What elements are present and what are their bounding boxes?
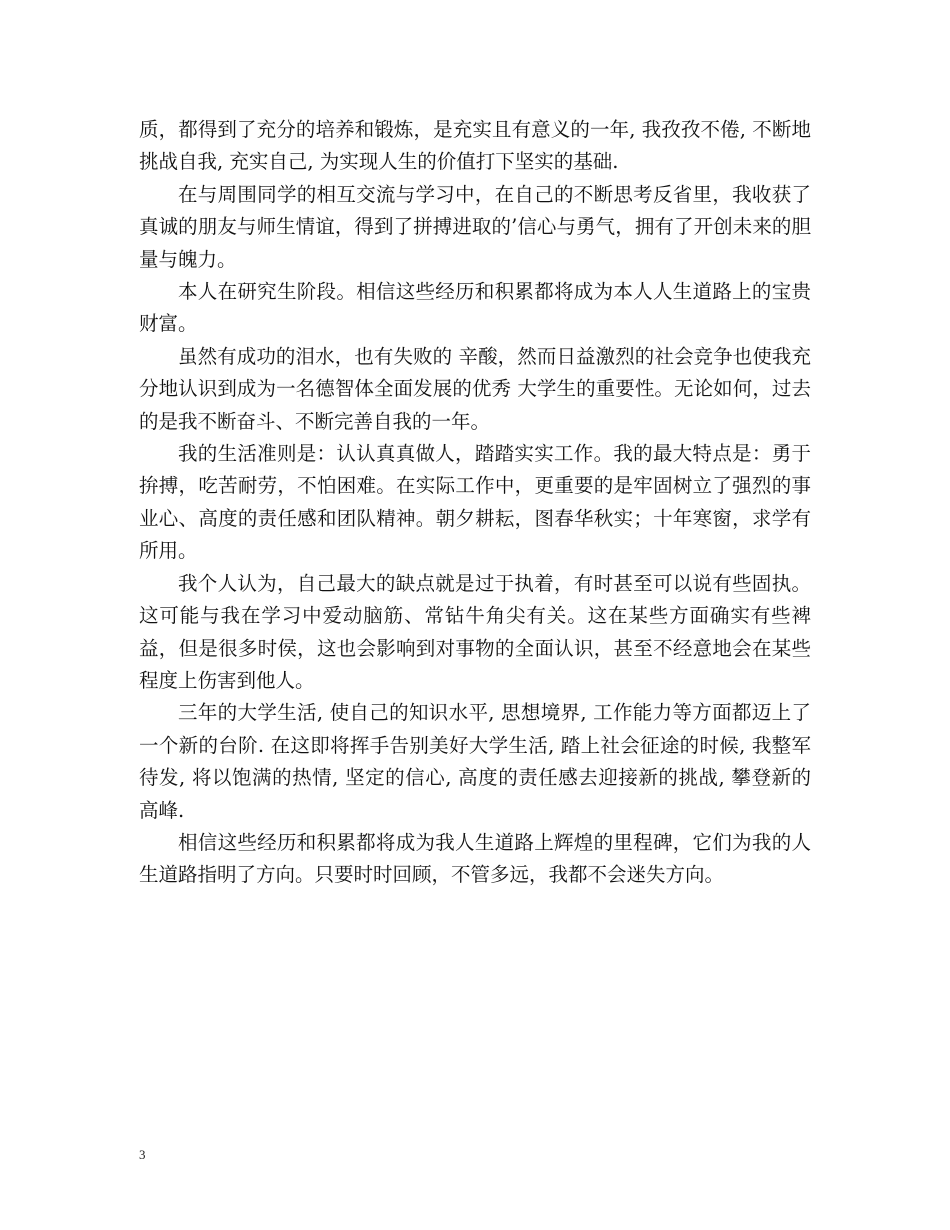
page-number: 3 [139,1147,146,1162]
paragraph-8: 相信这些经历和积累都将成为我人生道路上辉煌的里程碑，它们为我的人生道路指明了方向。只要时时回顾，不管多远，我都不会迷失方向。 [139,830,811,887]
paragraph-7: 三年的大学生活, 使自己的知识水平, 思想境界, 工作能力等方面都迈上了一个新的台阶. 在这即将挥手告别美好大学生活, 踏上社会征途的时候, 我整军待发, 将以饱满的热情, 坚定的信心, 高度的责任感去迎接新的挑战, 攀登新的高峰. [139,701,811,822]
paragraph-1: 质，都得到了充分的培养和锻炼，是充实且有意义的一年, 我孜孜不倦, 不断地挑战自我, 充实自己, 为实现人生的价值打下坚实的基础. [139,118,811,174]
paragraph-2: 在与周围同学的相互交流与学习中，在自己的不断思考反省里，我收获了真诚的朋友与师生情谊，得到了拼搏进取的’信心与勇气，拥有了开创未来的胆量与魄力。 [139,182,811,271]
paragraph-5: 我的生活准则是：认认真真做人，踏踏实实工作。我的最大特点是：勇于拚搏，吃苦耐劳，不怕困难。在实际工作中，更重要的是牢固树立了强烈的事业心、高度的责任感和团队精神。朝夕耕耘，图春华秋实；十年寒窗，求学有所用。 [139,442,811,563]
paragraph-6: 我个人认为，自己最大的缺点就是过于执着，有时甚至可以说有些固执。这可能与我在学习中爱动脑筋、常钻牛角尖有关。这在某些方面确实有些裨益，但是很多时侯，这也会影响到对事物的全面认识，甚至不经意地会在某些程度上伤害到他人。 [139,571,811,692]
document-body [139,114,811,892]
paragraph-3: 本人在研究生阶段。相信这些经历和积累都将成为本人人生道路上的宝贵财富。 [139,280,811,336]
paragraph-4: 虽然有成功的泪水，也有失败的 辛酸，然而日益激烈的社会竞争也使我充分地认识到成为一名德智体全面发展的优秀 大学生的重要性。无论如何，过去的是我不断奋斗、不断完善自我的一年。 [139,344,811,433]
